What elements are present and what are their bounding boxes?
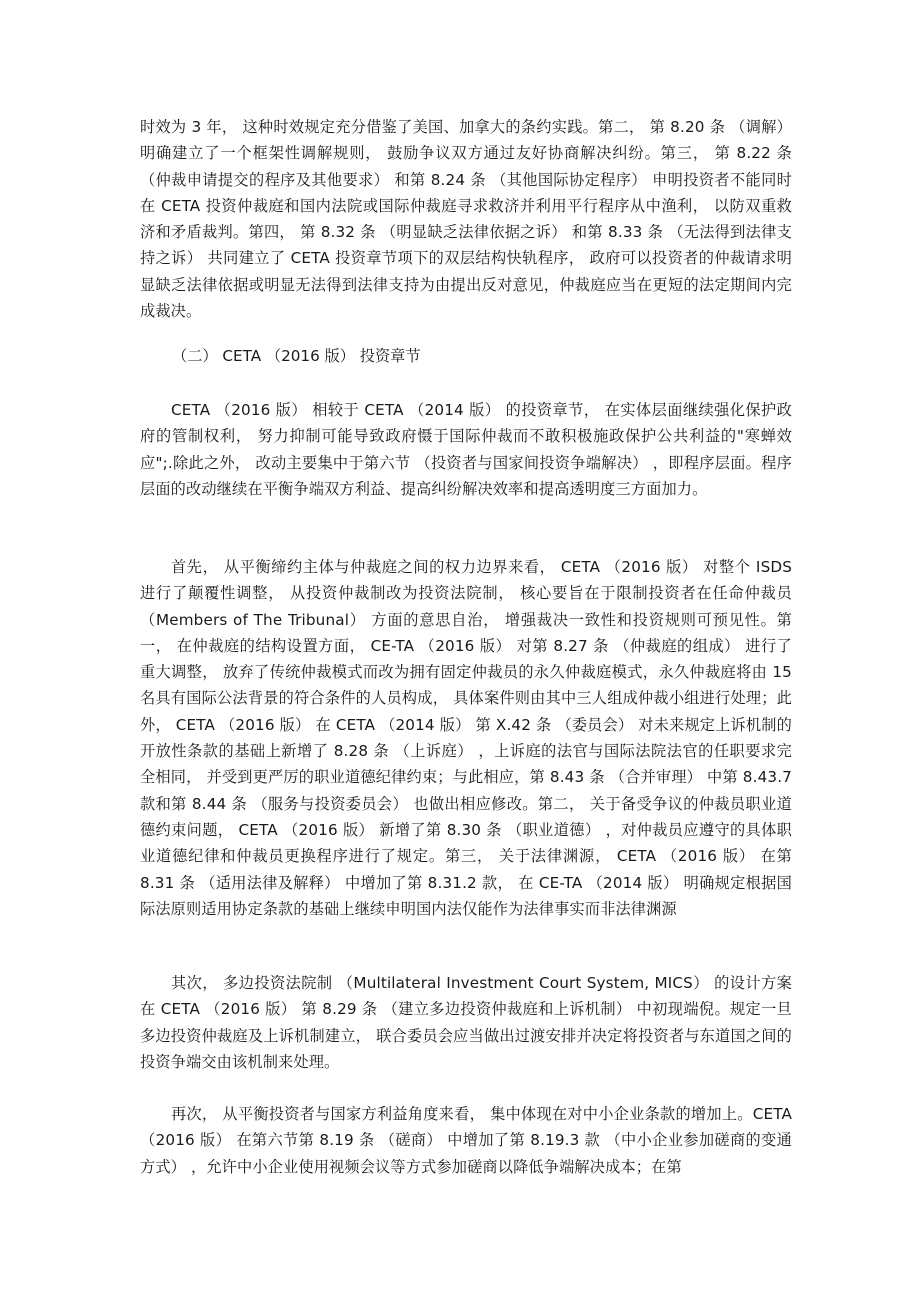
paragraph-second-point: 其次， 多边投资法院制 （Multilateral Investment Court System, MICS） 的设计方案在 CETA （2016 版） 第 8.29 条 （建立多边投资仲裁庭和上诉机制） 中初现端倪。规定一旦多边投资仲裁庭及上诉机制建立， 联合委员会应当做出过渡安排并决定将投资者与东道国之间的投资争端交由该机制来处理。 [140,974,792,1071]
paragraph-intro: 时效为 3 年， 这种时效规定充分借鉴了美国、加拿大的条约实践。第二， 第 8.20 条 （调解） 明确建立了一个框架性调解规则， 鼓励争议双方通过友好协商解决纠纷。第三， 第 8.22 条 （仲裁申请提交的程序及其他要求） 和第 8.24 条 （其他国际协定程序） 申明投资者不能同时在 CETA 投资仲裁庭和国内法院或国际仲裁庭寻求救济并利用平行程序从中渔利， 以防双重救济和矛盾裁判。第四， 第 8.32 条 （明显缺乏法律依据之诉） 和第 8.33 条 （无法得到法律支持之诉） 共同建立了 CETA 投资章节项下的双层结构快轨程序， 政府可以投资者的仲裁请求明显缺乏法律依据或明显无法得到法律支持为由提出反对意见，仲裁庭应当在更短的法定期间内完成裁决。 [140,118,792,321]
paragraph-third-point: 再次， 从平衡投资者与国家方利益角度来看， 集中体现在对中小企业条款的增加上。CETA （2016 版） 在第六节第 8.19 条 （磋商） 中增加了第 8.19.3 款 （中小企业参加磋商的变通方式） ，允许中小企业使用视频会议等方式参加磋商以降低争端解决成本；在第 [140,1105,792,1176]
paragraph-first-point: 首先， 从平衡缔约主体与仲裁庭之间的权力边界来看， CETA （2016 版） 对整个 ISDS 进行了颠覆性调整， 从投资仲裁制改为投资法院制， 核心要旨在于限制投资者在任命仲裁员 （Members of The Tribunal） 方面的意思自治， 增强裁决一致性和投资规则可预见性。第一， 在仲裁庭的结构设置方面， CE-TA （2016 版） 对第 8.27 条 （仲裁庭的组成） 进行了重大调整， 放弃了传统仲裁模式而改为拥有固定仲裁员的永久仲裁庭模式，永久仲裁庭将由 15 名具有国际公法背景的符合条件的人员构成， 具体案件则由其中三人组成仲裁小组进行处理；此外， CETA （2016 版） 在 CETA （2014 版） 第 X.42 条 （委员会） 对未来规定上诉机制的开放性条款的基础上新增了 8.28 条 （上诉庭） ，上诉庭的法官与国际法院法官的任职要求完全相同， 并受到更严厉的职业道德纪律约束；与此相应，第 8.43 条 （合并审理） 中第 8.43.7 款和第 8.44 条 （服务与投资委员会） 也做出相应修改。第二， 关于备受争议的仲裁员职业道德约束问题， CETA （2016 版） 新增了第 8.30 条 （职业道德） ，对仲裁员应遵守的具体职业道德纪律和仲裁员更换程序进行了规定。第三， 关于法律渊源， CETA （2016 版） 在第 8.31 条 （适用法律及解释） 中增加了第 8.31.2 款， 在 CE-TA （2014 版） 明确规定根据国际法原则适用协定条款的基础上继续申明国内法仅能作为法律事实而非法律渊源 [140,558,792,918]
section-heading: （二） CETA （2016 版） 投资章节 [172,347,421,365]
paragraph-ceta-2016-overview: CETA （2016 版） 相较于 CETA （2014 版） 的投资章节， 在实体层面继续强化保护政府的管制权利， 努力抑制可能导致政府慑于国际仲裁而不敢积极施政保护公共利益的"寒蝉效应";.除此之外， 改动主要集中于第六节 （投资者与国家间投资争端解决） ，即程序层面。程序层面的改动继续在平衡争端双方利益、提高纠纷解决效率和提高透明度三方面加力。 [140,401,792,498]
